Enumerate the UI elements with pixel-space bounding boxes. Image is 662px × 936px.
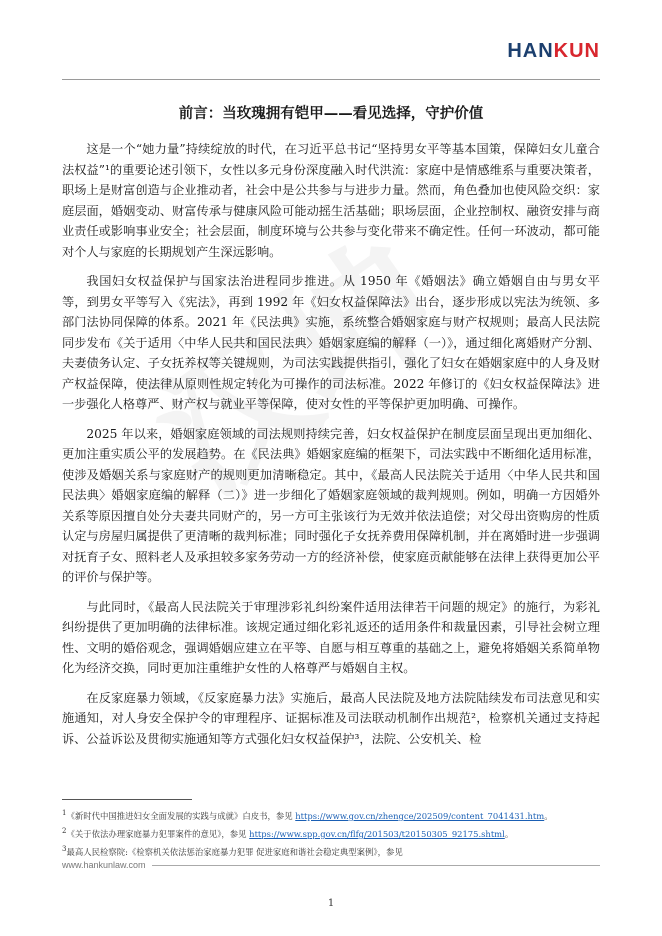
footer-row [62,860,600,870]
footnote-2 [62,824,600,842]
page-title: 前言：当玫瑰拥有铠甲——看见选择，守护价值 [178,106,484,122]
footnote-number: 2 [62,826,67,835]
footer-website: www.hankunlaw.com [62,860,146,870]
logo-text-han: HAN [507,40,554,62]
header-divider [62,79,600,80]
footnote-divider [62,799,192,800]
footnote-tail: 。 [504,828,514,839]
footnote-3 [62,842,600,860]
footer-divider [152,865,600,866]
document-body [62,139,600,758]
footnote-link[interactable]: https://www.gov.cn/zhengce/202509/content_7041431.htm [295,810,545,821]
footnote-number: 1 [62,809,67,817]
logo-text-kun: KUN [553,40,600,62]
paragraph: 与此同时，《最高人民法院关于审理涉彩礼纠纷案件适用法律若干问题的规定》的施行，为彩礼纠纷提供了更加明确的法律标准。该规定通过细化彩礼返还的适用条件和裁量因素，引导社会树立理性、文明的婚俗观念，强调婚姻应建立在平等、自愿与相互尊重的基础之上，避免将婚姻关系简单物化为经济交换，同时更加注重维护女性的人格尊严与婚姻自主权。 [62,599,600,675]
hankun-logo [507,40,600,63]
paragraph: 这是一个“她力量”持续绽放的时代，在习近平总书记“坚持男女平等基本国策，保障妇女儿童合法权益”¹的重要论述引领下，女性以多元身份深度融入时代洪流：家庭中是情感维系与重要决策者，职场上是财富创造与企业推动者，社会中是公共参与与进步力量。然而，角色叠加也使风险交织：家庭层面，婚姻变动、财富传承与健康风险可能动摇生活基础；职场层面，企业控制权、融资安排与商业责任或影响事业安全；社会层面，制度环境与公共参与变化带来不确定性。任何一环波动，都可能对个人与家庭的长期规划产生深远影响。 [62,142,600,259]
footnote-text: 《关于依法办理家庭暴力犯罪案件的意见》，参见 [66,828,250,839]
footnote-1 [62,806,600,824]
paragraph: 2025 年以来，婚姻家庭领域的司法规则持续完善，妇女权益保护在制度层面呈现出更加细化、更加注重实质公平的发展趋势。在《民法典》婚姻家庭编的框架下，司法实践中不断细化适用标准，使涉及婚姻关系与家庭财产的规则更加清晰稳定。其中，《最高人民法院关于适用〈中华人民共和国民法典〉婚姻家庭编的解释（二）》进一步细化了婚姻家庭领域的裁判规则。例如，明确一方因婚外关系等原因擅自处分夫妻共同财产的，另一方可主张该行为无效并依法追偿；对父母出资购房的性质认定与房屋归属提供了更清晰的裁判标准；同时强化子女抚养费用保障机制，并在离婚时进一步强调对抚育子女、照料老人及承担较多家务劳动一方的经济补偿，使家庭贡献能够在法律上获得更加公平的评价与保护等。 [62,426,600,584]
paragraph: 我国妇女权益保护与国家法治进程同步推进。从 1950 年《婚姻法》确立婚姻自由与男女平等，到男女平等写入《宪法》，再到 1992 年《妇女权益保障法》出台，逐步形成以宪法为统领、多部门法协同保障的体系。2021 年《民法典》实施，系统整合婚姻家庭与财产权规则；最高人民法院同步发布《关于适用〈中华人民共和国民法典〉婚姻家庭编的解释（一）》，通过细化离婚财产分割、夫妻债务认定、子女抚养权等关键规则，为司法实践提供指引，强化了妇女在婚姻家庭中的人身及财产权益保障，使法律从原则性规定转化为可操作的司法标准。2022 年修订的《妇女权益保障法》进一步强化人格尊严、财产权与就业平等保障，使对女性的平等保护更加明确、可操作。 [62,274,600,411]
footnote-link[interactable]: https://www.spp.gov.cn/flfg/201503/t20150305_92175.shtml [249,828,505,839]
page-number: 1 [327,898,335,909]
footnote-tail: 。 [544,810,553,821]
footnotes [62,806,600,859]
footnote-text: 《新时代中国推进妇女全面发展的实践与成就》白皮书，参见 [66,810,296,821]
footnote-text: 最高人民检察院:《检察机关依法惩治家庭暴力犯罪 促进家庭和谐社会稳定典型案例》，参见 [66,846,403,857]
paragraph: 在反家庭暴力领域，《反家庭暴力法》实施后，最高人民法院及地方法院陆续发布司法意见和实施通知，对人身安全保护令的审理程序、证据标准及司法联动机制作出规范²，检察机关通过支持起诉、公益诉讼及贯彻实施通知等方式强化妇女权益保护³，法院、公安机关、检 [62,690,600,746]
footnote-number: 3 [62,844,67,853]
